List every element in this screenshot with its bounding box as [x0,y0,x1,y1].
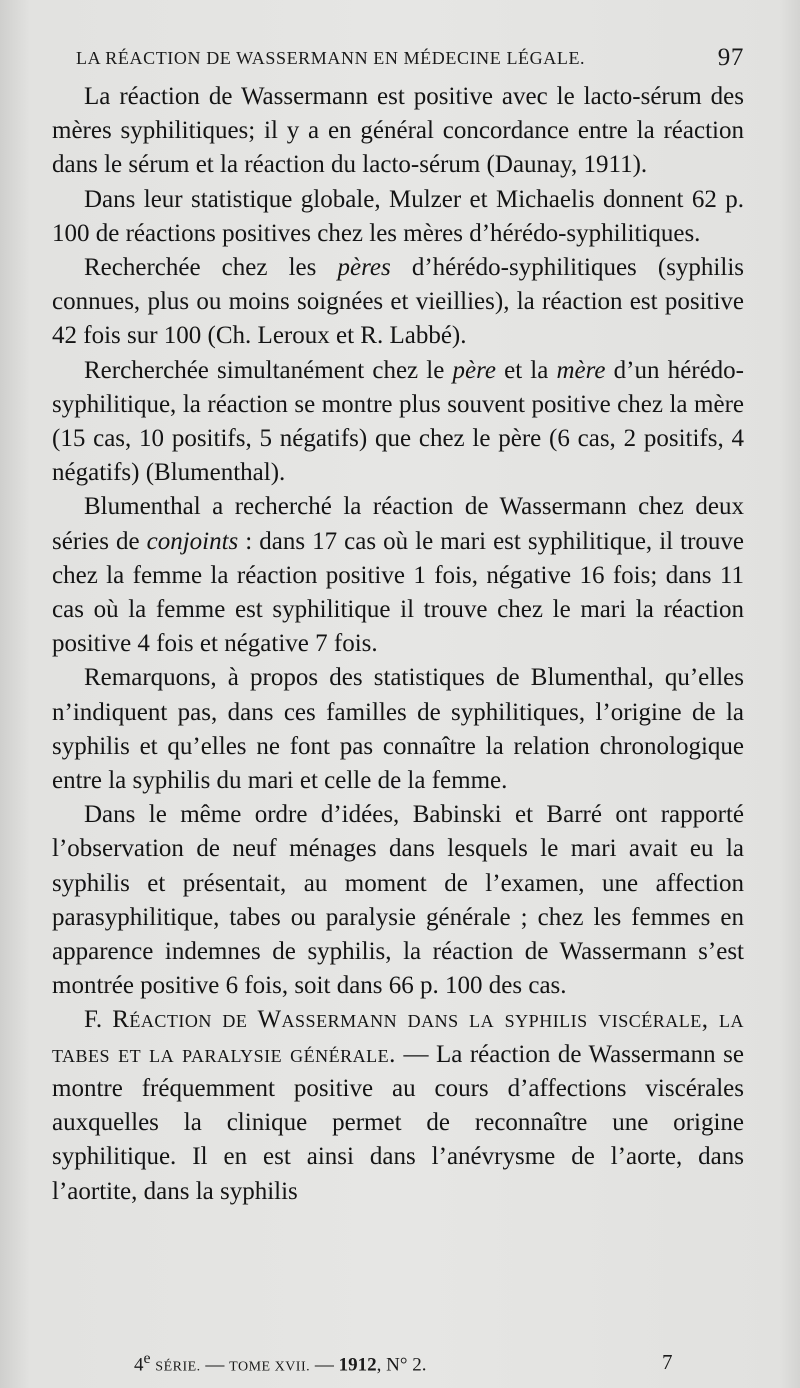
emphasis: conjoints [146,527,239,555]
tome-label: TOME XVII. [229,1359,311,1375]
page-number: 97 [717,44,744,71]
running-title: LA RÉACTION DE WASSERMANN EN MÉDECINE LÉGALE. [76,48,586,68]
issue-number: , N° 2. [376,1354,427,1376]
body-text [52,80,744,1209]
section-heading: Réaction de Wassermann dans la syphilis viscérale, la tabes et la paralysie générale. [52,1006,744,1068]
text-run: — La réaction de Wassermann se montre fréquemment positive au cours d’affections viscérales auxquelles la clinique permet de reconnaître une origine syphilitique. Il en est ainsi dans l’anévrysme de l’aorte, dans l’aortite, dans la syphilis [52,1040,744,1205]
text-run: d’hérédo-syphilitiques (syphilis connues, plus ou moins soignées et vieillies), la réaction est positive 42 fois sur 100 (Ch. Leroux et R. Labbé). [52,254,744,350]
series-superscript: e [143,1350,151,1367]
separator: — [200,1354,230,1376]
signature-mark: 7 [662,1350,673,1374]
paragraph-lactoserum: La réaction de Wassermann est positive avec le lacto-sérum des mères syphilitiques; il y a en général concordance entre la réaction dans le sérum et la réaction du lacto-sérum (Daunay, 1911). [52,83,744,179]
paragraph-pere-mere [52,354,744,491]
text-run: Recherchée chez les [84,254,338,282]
text-run: : dans 17 cas où le mari est syphilitique, il trouve chez la femme la réaction positive 1 fois, négative 16 fois; dans 11 cas où la femme est syphilitique il trouve chez le mari la réaction positive 4 fois et négative 7 fois. [52,527,744,658]
emphasis: mère [556,356,606,384]
text-run: et la [495,356,557,384]
text-run: Blumenthal a recherché la réaction de Wassermann chez deux séries de [52,493,744,555]
paragraph-remarquons: Remarquons, à propos des statistiques de Blumenthal, qu’elles n’indiquent pas, dans ces familles de syphilitiques, l’origine de la syphilis et qu’elles ne font pas connaître la relation chronologique entre la syphilis du mari et celle de la femme. [52,664,744,795]
emphasis: pères [337,254,391,282]
paragraph-babinski: Dans le même ordre d’idées, Babinski et Barré ont rapporté l’observation de neuf ménages dans lesquels le mari avait eu la syphilis et présentait, au moment de l’examen, une affection parasyphilitique, tabes ou paralysie générale ; chez les femmes en apparence indemnes de syphilis, la réaction de Wassermann s’est montrée positive 6 fois, soit dans 66 p. 100 des cas. [52,801,744,1000]
separator: — [310,1354,339,1376]
text-run: Rercherchée simultanément chez le [84,356,453,384]
emphasis: père [452,356,496,384]
running-header [76,44,744,74]
paragraph-statistique: Dans leur statistique globale, Mulzer et Michaelis donnent 62 p. 100 de réactions positives chez les mères d’hérédo-syphilitiques. [52,185,744,247]
series-number: 4 [134,1354,144,1376]
section-letter: F. [84,1006,113,1034]
footer-series-line [134,1350,426,1376]
text-run: d’un hérédo-syphilitique, la réaction se montre plus souvent positive chez la mère (15 cas, 10 positifs, 5 négatifs) que chez le père (6 cas, 2 positifs, 4 négatifs) (Blumenthal). [52,356,744,487]
paragraph-peres [52,251,744,354]
series-label: SÉRIE. [155,1359,201,1375]
year: 1912 [338,1354,377,1376]
page-footer [0,1350,800,1378]
paragraph-conjoints [52,490,744,661]
paragraph-section-f [52,1003,744,1208]
